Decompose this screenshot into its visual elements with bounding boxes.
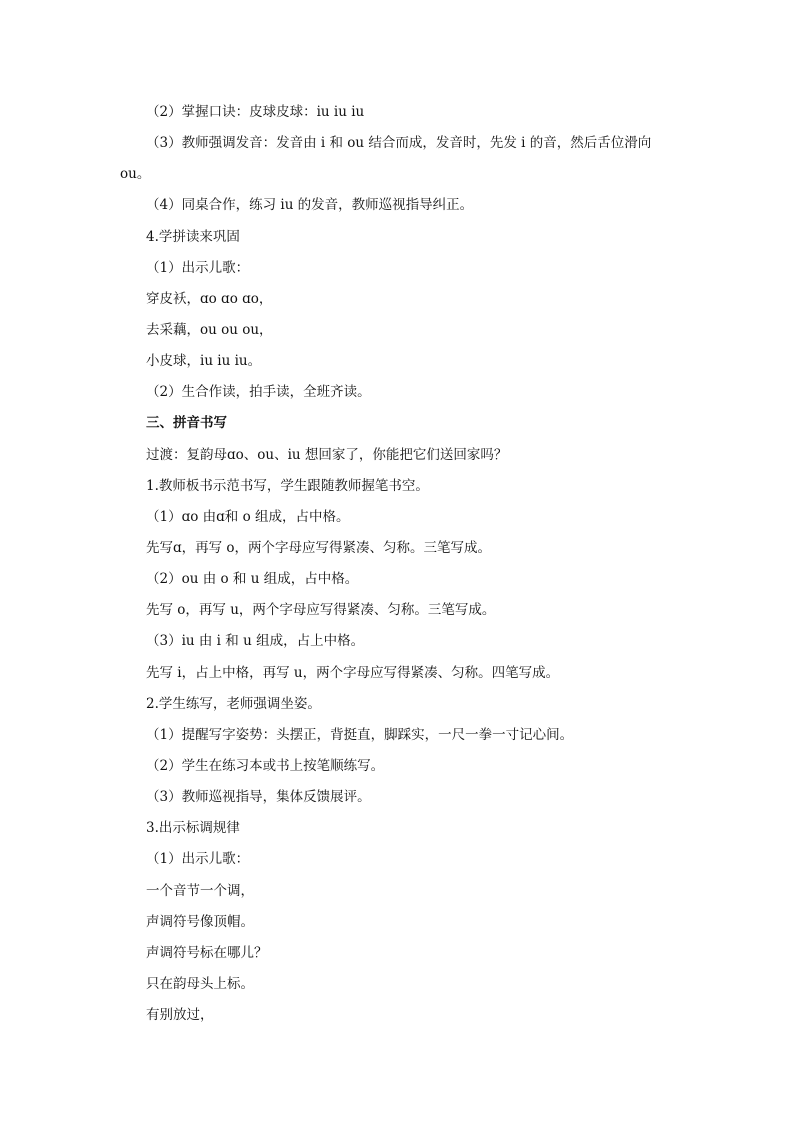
text-line: 一个音节一个调， — [146, 883, 254, 899]
text-line: 4.学拼读来巩固 — [146, 229, 240, 245]
text-line: 1.教师板书示范书写，学生跟随教师握笔书空。 — [146, 478, 429, 494]
text-line: 穿皮袄，ɑo ɑo ɑo， — [146, 291, 273, 307]
text-line: 声调符号像顶帽。 — [146, 914, 254, 930]
text-line: （1）出示儿歌： — [146, 851, 250, 867]
text-line: （2）学生在练习本或书上按笔顺练写。 — [146, 758, 385, 774]
text-line: 小皮球，iu iu iu。 — [146, 353, 262, 369]
text-line: 先写 i，占上中格，再写 u，两个字母应写得紧凑、匀称。四笔写成。 — [146, 665, 560, 681]
text-line: （1）提醒写字姿势：头摆正，背挺直，脚踩实，一尺一拳一寸记心间。 — [146, 727, 574, 743]
text-line: （3）教师强调发音：发音由 i 和 ou 结合而成，发音时，先发 i 的音，然后舌位滑向 — [146, 135, 652, 151]
text-line: （1）出示儿歌： — [146, 260, 250, 276]
text-line: （1）ɑo 由ɑ和 o 组成，占中格。 — [146, 509, 350, 525]
text-line: 先写 o，再写 u，两个字母应写得紧凑、匀称。三笔写成。 — [146, 602, 496, 618]
text-line: （3）教师巡视指导，集体反馈展评。 — [146, 789, 371, 805]
text-line: 3.出示标调规律 — [146, 820, 240, 836]
text-line: 先写ɑ，再写 o，两个字母应写得紧凑、匀称。三笔写成。 — [146, 540, 492, 556]
text-line: 有别放过， — [146, 1007, 214, 1023]
text-line: 2.学生练写，老师强调坐姿。 — [146, 696, 321, 712]
text-line: （3）iu 由 i 和 u 组成，占上中格。 — [146, 633, 365, 649]
section-heading: 三、拼音书写 — [146, 415, 227, 431]
text-line: 声调符号标在哪儿？ — [146, 945, 268, 961]
text-line: （2）生合作读，拍手读，全班齐读。 — [146, 384, 371, 400]
text-line: 只在韵母头上标。 — [146, 976, 254, 992]
text-line: 过渡：复韵母ɑo、ou、iu 想回家了，你能把它们送回家吗？ — [146, 447, 508, 463]
text-line: （4）同桌合作，练习 iu 的发音，教师巡视指导纠正。 — [146, 197, 474, 213]
text-line: ou。 — [120, 166, 151, 182]
text-line: （2）掌握口诀：皮球皮球：iu iu iu — [146, 104, 365, 120]
text-line: （2）ou 由 o 和 u 组成，占中格。 — [146, 571, 359, 587]
text-line: 去采藕，ou ou ou， — [146, 322, 273, 338]
